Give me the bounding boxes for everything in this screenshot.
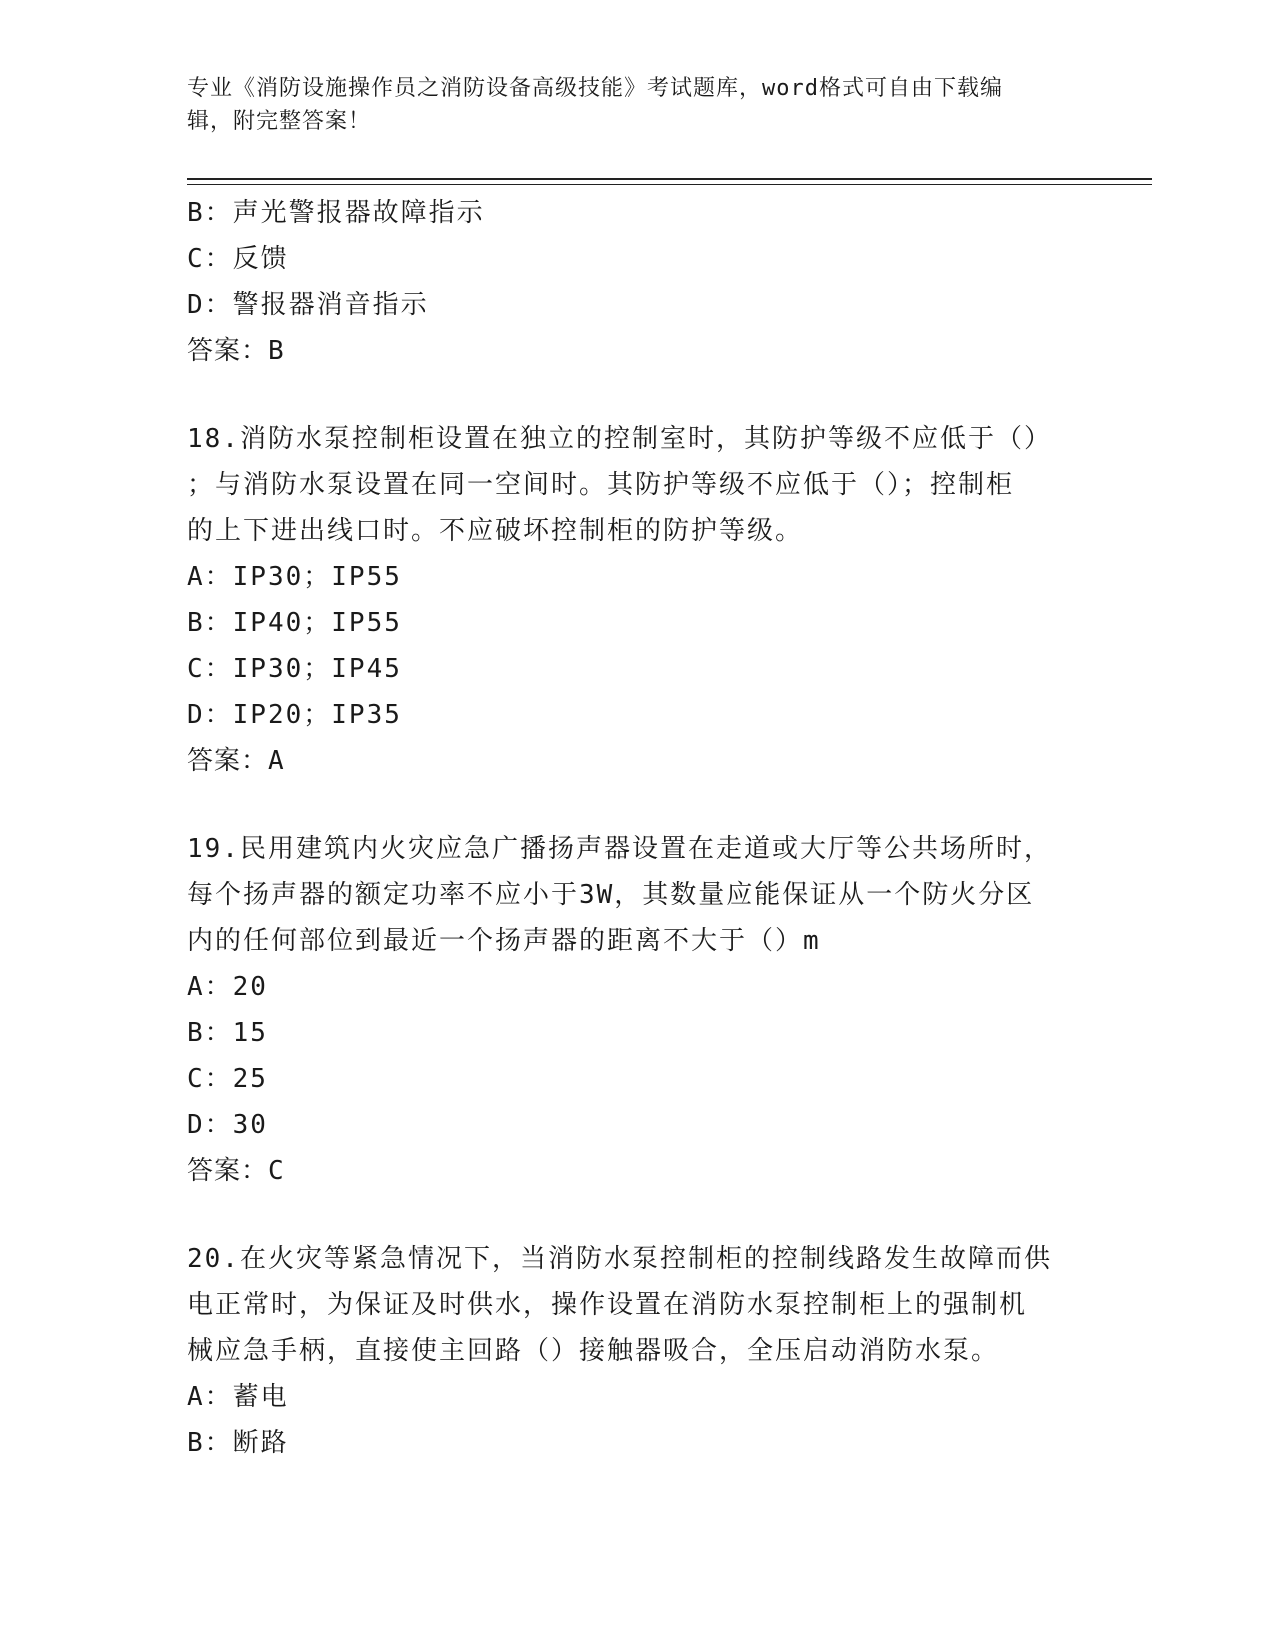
question-stem-line: 18.消防水泵控制柜设置在独立的控制室时，其防护等级不应低于（） [187, 424, 1052, 454]
option-a [187, 1374, 1087, 1420]
question-17-tail [187, 190, 1087, 374]
option-letter: A： [187, 1382, 233, 1412]
option-b [187, 600, 1087, 646]
option-c [187, 1056, 1087, 1102]
answer-label: 答案： [187, 746, 269, 776]
option-d [187, 1102, 1087, 1148]
option-text: 声光警报器故障指示 [232, 198, 485, 228]
option-text: 20 [232, 972, 268, 1002]
option-text: 25 [232, 1064, 268, 1094]
option-b [187, 1420, 1087, 1466]
question-stem-line: 内的任何部位到最近一个扬声器的距离不大于（）m [187, 926, 821, 956]
option-letter: A： [187, 972, 233, 1002]
option-letter: D： [187, 1110, 233, 1140]
option-d [187, 692, 1087, 738]
option-text: 15 [232, 1018, 268, 1048]
option-a [187, 554, 1087, 600]
option-text: 30 [232, 1110, 268, 1140]
option-text: 蓄电 [232, 1382, 289, 1412]
option-letter: C： [187, 1064, 233, 1094]
header-divider-thin [187, 184, 1152, 185]
question-18 [187, 416, 1087, 784]
answer-value: A [268, 746, 285, 776]
answer-value: B [268, 336, 285, 366]
header-line-2: 辑，附完整答案！ [187, 109, 372, 134]
option-text: IP20；IP35 [232, 700, 402, 730]
answer-line [187, 328, 1087, 374]
option-letter: B： [187, 608, 233, 638]
option-text: 警报器消音指示 [232, 290, 429, 320]
option-letter: D： [187, 290, 233, 320]
option-text: IP30；IP55 [232, 562, 402, 592]
question-content [187, 190, 1087, 1466]
option-c [187, 646, 1087, 692]
question-20 [187, 1236, 1087, 1466]
option-letter: B： [187, 1428, 233, 1458]
question-19 [187, 826, 1087, 1194]
question-stem-line: 每个扬声器的额定功率不应小于3W，其数量应能保证从一个防火分区 [187, 880, 1035, 910]
question-stem-line: 20.在火灾等紧急情况下，当消防水泵控制柜的控制线路发生故障而供 [187, 1244, 1052, 1274]
option-b [187, 1010, 1087, 1056]
option-letter: C： [187, 654, 233, 684]
option-b [187, 190, 1087, 236]
option-text: 断路 [232, 1428, 289, 1458]
header-divider-thick [187, 178, 1152, 180]
answer-label: 答案： [187, 1156, 269, 1186]
document-header [187, 72, 1067, 138]
header-line-1: 专业《消防设施操作员之消防设备高级技能》考试题库，word格式可自由下载编 [187, 76, 1003, 101]
answer-label: 答案： [187, 336, 269, 366]
option-letter: B： [187, 1018, 233, 1048]
option-text: IP40；IP55 [232, 608, 402, 638]
question-stem-line: 电正常时，为保证及时供水，操作设置在消防水泵控制柜上的强制机 [187, 1290, 1028, 1320]
question-stem-line: 的上下进出线口时。不应破坏控制柜的防护等级。 [187, 516, 804, 546]
option-letter: A： [187, 562, 233, 592]
answer-line [187, 738, 1087, 784]
option-d [187, 282, 1087, 328]
option-c [187, 236, 1087, 282]
question-stem-line: ；与消防水泵设置在同一空间时。其防护等级不应低于（）；控制柜 [187, 470, 1015, 500]
option-letter: B： [187, 198, 233, 228]
answer-value: C [268, 1156, 285, 1186]
option-letter: D： [187, 700, 233, 730]
question-stem-line: 械应急手柄，直接使主回路（）接触器吸合，全压启动消防水泵。 [187, 1336, 1000, 1366]
option-text: 反馈 [232, 244, 289, 274]
option-letter: C： [187, 244, 233, 274]
option-text: IP30；IP45 [232, 654, 402, 684]
answer-line [187, 1148, 1087, 1194]
option-a [187, 964, 1087, 1010]
question-stem-line: 19.民用建筑内火灾应急广播扬声器设置在走道或大厅等公共场所时， [187, 834, 1052, 864]
